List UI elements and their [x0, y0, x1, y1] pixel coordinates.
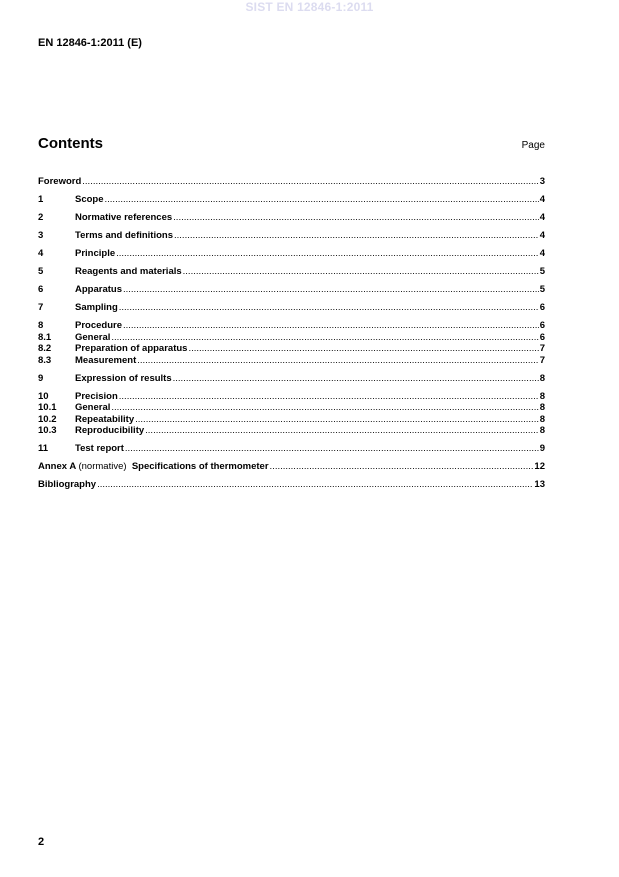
toc-page: 7: [539, 354, 545, 366]
toc-entry-bibliography[interactable]: [38, 479, 545, 491]
contents-title: Contents: [38, 135, 103, 152]
annex-title: Specifications of thermometer: [131, 461, 269, 472]
toc-page: 8: [539, 425, 545, 436]
dot-leader: [123, 320, 539, 332]
toc-entry-1[interactable]: [38, 194, 545, 206]
toc-entry-5[interactable]: [38, 266, 545, 278]
toc-title: Reagents and materials: [75, 266, 182, 277]
toc-number: 3: [38, 230, 44, 241]
toc-number: 10.3: [38, 425, 57, 436]
table-of-contents: [38, 176, 545, 491]
toc-entry-8-2[interactable]: [38, 343, 545, 355]
toc-page: 9: [539, 443, 545, 454]
toc-page: 13: [534, 479, 545, 490]
toc-number: 8.2: [38, 343, 52, 354]
toc-page: 5: [539, 266, 545, 277]
toc-title: Normative references: [75, 212, 173, 223]
toc-entry-8[interactable]: [38, 320, 545, 332]
toc-title: Procedure: [75, 320, 122, 331]
toc-entry-annex-a[interactable]: [38, 461, 545, 473]
toc-page: 7: [539, 343, 545, 354]
toc-title: Test report: [75, 443, 124, 454]
toc-page: 4: [539, 230, 545, 241]
dot-leader: [145, 425, 539, 437]
dot-leader: [119, 391, 539, 403]
toc-number: 4: [38, 248, 44, 259]
toc-entry-8-1[interactable]: [38, 332, 545, 344]
annex-note: (normative): [78, 461, 127, 472]
toc-number: 7: [38, 302, 44, 313]
dot-leader: [119, 302, 539, 314]
dot-leader: [183, 266, 539, 278]
document-id: EN 12846-1:2011 (E): [38, 37, 142, 49]
toc-number: 2: [38, 212, 44, 223]
toc-page: 6: [539, 302, 545, 313]
toc-entry-6[interactable]: [38, 284, 545, 296]
toc-title: Preparation of apparatus: [75, 343, 188, 354]
toc-title: Sampling: [75, 302, 118, 313]
dot-leader: [97, 479, 533, 491]
toc-number: 8.3: [38, 354, 52, 366]
toc-title: Scope: [75, 194, 104, 205]
toc-entry-4[interactable]: [38, 248, 545, 260]
toc-entry-foreword[interactable]: [38, 176, 545, 188]
toc-number: 6: [38, 284, 44, 295]
toc-title: Terms and definitions: [75, 230, 174, 241]
toc-title: Reproducibility: [75, 425, 145, 436]
dot-leader: [111, 402, 538, 414]
toc-title: Bibliography: [38, 479, 97, 490]
dot-leader: [125, 443, 539, 455]
toc-entry-11[interactable]: [38, 443, 545, 455]
dot-leader: [111, 332, 538, 344]
toc-page: 4: [539, 212, 545, 223]
toc-entry-7[interactable]: [38, 302, 545, 314]
dot-leader: [188, 343, 538, 355]
page-column-label: Page: [521, 140, 545, 151]
toc-number: 5: [38, 266, 44, 277]
toc-entry-10-2[interactable]: [38, 414, 545, 426]
toc-page: 8: [539, 402, 545, 413]
toc-title: Expression of results: [75, 372, 172, 384]
toc-page: 3: [539, 176, 545, 187]
toc-page: 12: [534, 461, 545, 472]
toc-number: 9: [38, 372, 44, 384]
toc-number: 8.1: [38, 331, 52, 343]
toc-title: Measurement: [75, 354, 137, 366]
toc-number: 8: [38, 320, 44, 331]
watermark: SIST EN 12846-1:2011: [245, 0, 374, 14]
toc-title: Foreword: [38, 176, 82, 187]
toc-page: 6: [539, 320, 545, 331]
toc-page: 6: [539, 331, 545, 343]
toc-title: Principle: [75, 248, 116, 259]
toc-title: Repeatability: [75, 413, 135, 425]
dot-leader: [270, 461, 534, 473]
toc-entry-2[interactable]: [38, 212, 545, 224]
dot-leader: [82, 176, 538, 188]
toc-page: 8: [539, 372, 545, 384]
toc-number: 10.1: [38, 402, 57, 413]
toc-title: [38, 461, 269, 473]
toc-entry-10-3[interactable]: [38, 425, 545, 437]
dot-leader: [116, 248, 539, 260]
toc-entry-9[interactable]: [38, 373, 545, 385]
toc-number: 1: [38, 194, 44, 205]
toc-title: Apparatus: [75, 284, 122, 295]
toc-entry-10-1[interactable]: [38, 402, 545, 414]
dot-leader: [105, 194, 539, 206]
toc-number: 11: [38, 443, 49, 454]
toc-page: 5: [539, 284, 545, 295]
toc-number: 10: [38, 390, 49, 402]
toc-entry-10[interactable]: [38, 391, 545, 403]
toc-page: 8: [539, 390, 545, 402]
toc-page: 8: [539, 413, 545, 425]
toc-number: 10.2: [38, 413, 57, 425]
dot-leader: [173, 212, 539, 224]
dot-leader: [174, 230, 539, 242]
toc-title: Precision: [75, 390, 118, 402]
toc-title: General: [75, 402, 111, 413]
toc-entry-3[interactable]: [38, 230, 545, 242]
annex-label: Annex A: [38, 461, 76, 472]
dot-leader: [137, 355, 538, 367]
page-number: 2: [38, 836, 45, 848]
toc-page: 4: [539, 248, 545, 259]
toc-title: General: [75, 331, 111, 343]
dot-leader: [173, 373, 539, 385]
toc-page: 4: [539, 194, 545, 205]
dot-leader: [135, 414, 539, 426]
dot-leader: [123, 284, 539, 296]
toc-entry-8-3[interactable]: [38, 355, 545, 367]
